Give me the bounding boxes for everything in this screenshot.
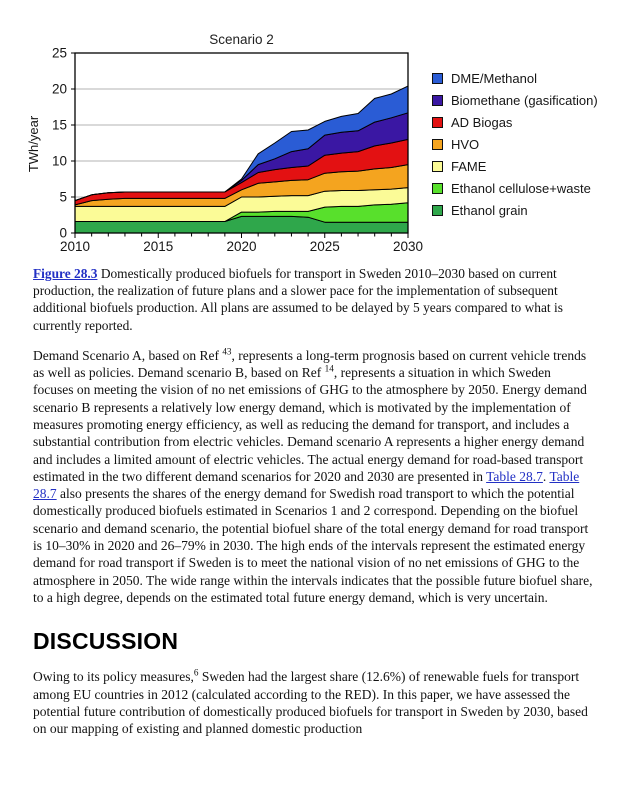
x-tick-label: 2020 [226,239,257,254]
legend-label: DME/Methanol [451,71,537,86]
y-axis-label: TWh/year [26,115,41,173]
section-heading-discussion: DISCUSSION [33,628,179,655]
y-tick-label: 15 [51,117,67,133]
text-run: Domestically produced biofuels for transport in Sweden 2010–2030 based on current production, the realization of future plans and a slower pace for the implementation of subsequent additional biofuels production. All plans are assumed to be delayed by 5 years compared to what is currently reported. [33,266,563,333]
chart-title: Scenario 2 [209,32,274,47]
legend-item [432,116,598,129]
text-run: Demand Scenario A, based on Ref [33,347,223,363]
legend-color-swatch [432,95,443,106]
legend-color-swatch [432,139,443,150]
legend-item [432,204,598,217]
legend-item [432,94,598,107]
y-tick-label: 5 [59,189,67,205]
superscript-reference: 43 [222,346,232,357]
x-tick-label: 2015 [143,239,174,254]
legend-label: Ethanol cellulose+waste [451,181,591,196]
text-run: also presents the shares of the energy demand for Swedish road transport to which the potential domestically produced biofuels estimated in Scenarios 1 and 2 correspond. Depending on the biofuel scenario and demand scenario, the potential biofuel share of the total energy demand for road transport is 10–30% in 2020 and 26–79% in 2030. The high ends of the intervals represent the estimated energy demand for road transport if Sweden is to meet the national vision of no net emissions of GHG to the atmosphere in 2050. The wide range within the intervals indicates that the possible future biofuel share, to a high degree, depends on the estimated total future energy demand, which is very uncertain. [33,486,593,605]
y-tick-label: 10 [51,153,67,169]
legend-label: AD Biogas [451,115,513,130]
cross-reference-link[interactable]: Table 28.7 [486,468,543,484]
legend-color-swatch [432,73,443,84]
legend-label: Biomethane (gasification) [451,93,598,108]
chart-legend [432,72,598,226]
legend-color-swatch [432,117,443,128]
body-paragraph-1 [33,347,593,606]
x-tick-label: 2030 [392,239,424,254]
figure-caption [33,265,591,334]
legend-color-swatch [432,205,443,216]
x-tick-label: 2010 [59,239,91,254]
text-run: , represents a long-term prognosis based on current vehicle trends as well as policies. Demand scenario B, based on Ref [33,347,587,381]
body-paragraph-2 [33,668,593,737]
legend-item [432,160,598,173]
y-tick-label: 0 [59,225,67,241]
x-tick-label: 2025 [309,239,340,254]
text-run: Sweden had the largest share (12.6%) of renewable fuels for transport among EU countries in 2012 (calculated according to the RED). In this paper, we have assessed the potential future contribution of domestically produced biofuels for transport in Sweden by 2030, based on our mapping of existing and planned domestic production [33,669,588,737]
cross-reference-link[interactable]: Table 28.7 [33,468,580,502]
superscript-reference: 6 [193,667,199,678]
legend-label: Ethanol grain [451,203,528,218]
legend-color-swatch [432,161,443,172]
legend-item [432,72,598,85]
cross-reference-link[interactable]: Figure 28.3 [33,266,98,281]
legend-color-swatch [432,183,443,194]
legend-item [432,182,598,195]
y-tick-label: 20 [51,81,67,97]
text-run: , represents a situation in which Sweden focuses on meeting the vision of no net emissions of GHG to the atmosphere by 2050. Energy demand scenario B represents a relatively low energy demand, which is motivated by the implementation of measures promoting energy efficiency, as well as reducing the demand for transport, and includes a substantial contribution from electric vehicles. Demand scenario A represents a higher energy demand and includes a limited amount of electric vehicles. The actual energy demand for road-based transport estimated in the two different demand scenarios for 2020 and 2030 are presented in [33,365,587,484]
text-run: . [542,468,550,484]
legend-label: FAME [451,159,487,174]
legend-label: HVO [451,137,480,152]
legend-item [432,138,598,151]
text-run: Owing to its policy measures, [33,669,194,685]
superscript-reference: 14 [324,363,334,374]
y-tick-label: 25 [51,45,67,61]
figure-28-3 [25,8,615,255]
